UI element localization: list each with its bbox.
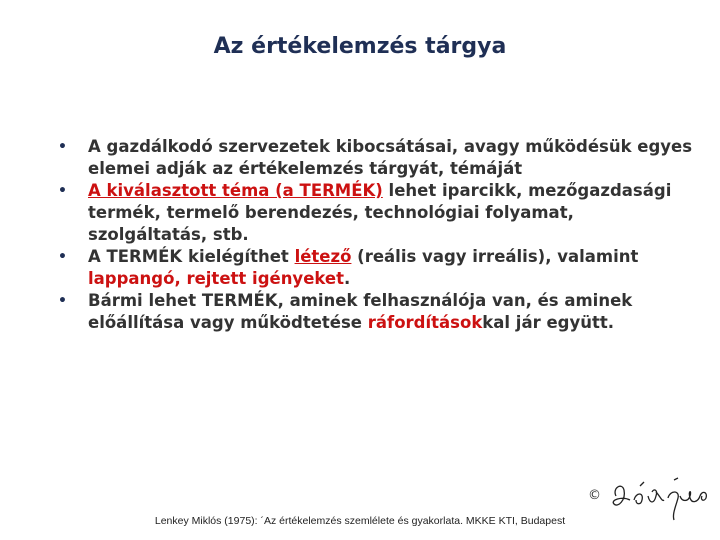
bullet-dot-icon: •: [58, 249, 67, 265]
bullet-item: [58, 136, 698, 180]
bullet-dot-icon: •: [58, 183, 67, 199]
text-segment: A TERMÉK kielégíthet: [88, 247, 295, 266]
bullet-text: [88, 247, 638, 288]
footer-citation: Lenkey Miklós (1975): ´Az értékelemzés szemlélete és gyakorlata. MKKE KTI, Budapest: [154, 515, 566, 527]
copyright-symbol: ©: [588, 488, 601, 503]
bullet-text: [88, 137, 692, 178]
text-segment-highlight: A kiválasztott téma (a TERMÉK): [88, 181, 383, 200]
text-segment: Bármi lehet TERMÉK, aminek felhasználója van, és aminek előállítása vagy működtetése: [88, 291, 633, 332]
bullet-item: [58, 180, 698, 246]
text-segment: kal jár együtt.: [482, 313, 615, 332]
bullet-dot-icon: •: [58, 139, 67, 155]
text-segment-highlight: lappangó, rejtett igényeket: [88, 269, 344, 288]
text-segment-highlight: létező: [294, 247, 352, 266]
text-segment: A gazdálkodó szervezetek kibocsátásai, avagy működésük egyes elemei adják az értékelemzés tárgyát, témáját: [88, 137, 693, 178]
text-segment: lehet iparcikk, mezőgazdasági termék, termelő berendezés, technológiai folyamat, szolgáltatás, stb.: [88, 181, 672, 244]
bullet-dot-icon: •: [58, 293, 67, 309]
bullet-item: [58, 246, 698, 290]
text-segment: .: [344, 269, 351, 288]
slide-title: Az értékelemzés tárgya: [213, 34, 507, 59]
bullet-text: [88, 291, 632, 332]
text-segment-highlight: ráfordítások: [367, 313, 483, 332]
bullet-text: [88, 181, 671, 244]
bullet-item: [58, 290, 698, 334]
text-segment: (reális vagy irreális), valamint: [351, 247, 639, 266]
bullet-list: [58, 136, 698, 334]
